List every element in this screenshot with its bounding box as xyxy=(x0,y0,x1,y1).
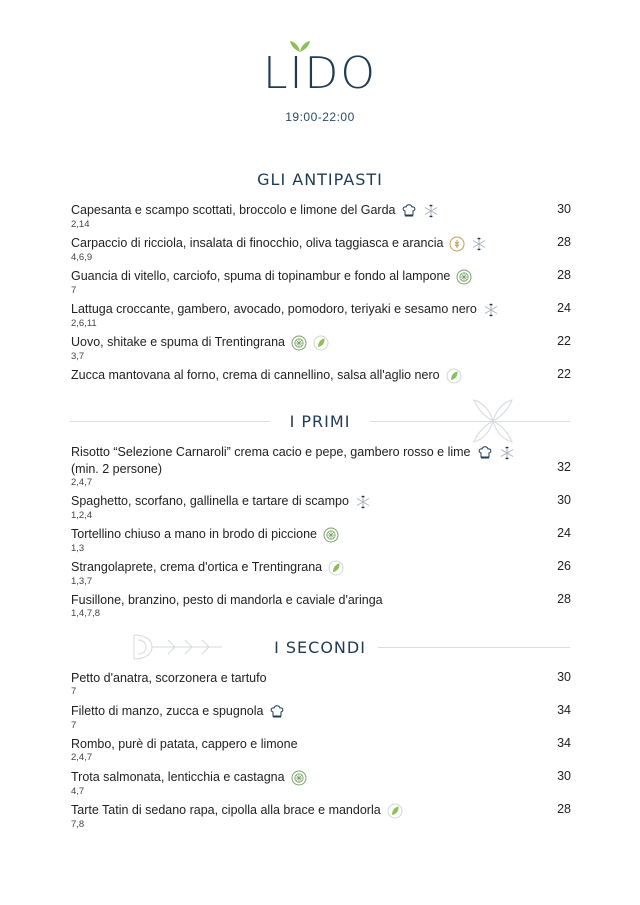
leaf-icon xyxy=(313,335,329,351)
local-circle-icon xyxy=(291,335,307,351)
dish-price: 28 xyxy=(557,235,571,249)
menu-item xyxy=(71,202,571,231)
opening-hours: 19:00-22:00 xyxy=(285,110,355,124)
lido-logo xyxy=(263,44,377,104)
menu-item xyxy=(71,769,571,798)
dish-price: 32 xyxy=(557,460,571,474)
dish-name: Uovo, shitake e spuma di Trentingrana xyxy=(71,334,571,351)
menu-item xyxy=(71,736,571,764)
dish-price: 30 xyxy=(557,493,571,507)
chef-hat-icon xyxy=(401,203,417,219)
logo-text: LIDO xyxy=(262,48,377,99)
dish-price: 28 xyxy=(557,592,571,606)
dish-name: Trota salmonata, lenticchia e castagna xyxy=(71,769,571,786)
snowflake-icon xyxy=(471,236,487,252)
dish-price: 26 xyxy=(557,559,571,573)
wheat-icon xyxy=(449,236,465,252)
snowflake-icon xyxy=(483,302,499,318)
menu-item xyxy=(71,334,571,363)
menu-item xyxy=(71,367,571,384)
dish-price: 34 xyxy=(557,703,571,717)
local-circle-icon xyxy=(323,527,339,543)
dish-name: Strangolaprete, crema d'ortica e Trentingrana xyxy=(71,559,571,576)
allergen-codes: 7 xyxy=(71,719,77,731)
dish-name: Carpaccio di ricciola, insalata di finocchio, oliva taggiasca e arancia xyxy=(71,235,571,252)
menu-item xyxy=(71,493,571,522)
allergen-codes: 7,8 xyxy=(71,818,85,830)
leaf-icon xyxy=(387,803,403,819)
dish-price: 28 xyxy=(557,268,571,282)
local-circle-icon xyxy=(291,770,307,786)
allergen-codes: 4,6,9 xyxy=(71,251,93,263)
menu-item xyxy=(71,559,571,588)
dish-price: 28 xyxy=(557,802,571,816)
allergen-codes: 2,6,11 xyxy=(71,317,97,329)
dish-name: Zucca mantovana al forno, crema di cannellino, salsa all'aglio nero xyxy=(71,367,571,384)
dish-price: 22 xyxy=(557,334,571,348)
allergen-codes: 1,3,7 xyxy=(71,575,93,587)
section-title-primi: I PRIMI xyxy=(0,412,640,431)
leaf-icon xyxy=(328,560,344,576)
menu-item xyxy=(71,268,571,297)
brand-header xyxy=(0,44,640,124)
dish-price: 22 xyxy=(557,367,571,381)
allergen-codes: 2,4,7 xyxy=(71,476,93,488)
snowflake-icon xyxy=(499,445,515,461)
menu-item xyxy=(71,670,571,698)
allergen-codes: 2,14 xyxy=(71,218,90,230)
dish-name: Tortellino chiuso a mano in brodo di piccione xyxy=(71,526,571,543)
dish-name: Guancia di vitello, carciofo, spuma di topinambur e fondo al lampone xyxy=(71,268,571,285)
menu-item xyxy=(71,703,571,732)
chef-hat-icon xyxy=(477,445,493,461)
leaf-logo-mark-icon xyxy=(289,40,311,52)
allergen-codes: 4,7 xyxy=(71,785,85,797)
allergen-codes: 3,7 xyxy=(71,350,85,362)
dish-price: 30 xyxy=(557,202,571,216)
allergen-codes: 1,3 xyxy=(71,542,85,554)
dish-name: Rombo, purè di patata, cappero e limone xyxy=(71,737,298,751)
menu-item xyxy=(71,235,571,264)
dish-price: 24 xyxy=(557,526,571,540)
dish-price: 30 xyxy=(557,670,571,684)
local-circle-icon xyxy=(456,269,472,285)
section-title-secondi: I SECONDI xyxy=(0,638,640,657)
allergen-codes: 7 xyxy=(71,284,77,296)
dish-name: Tarte Tatin di sedano rapa, cipolla alla brace e mandorla xyxy=(71,802,571,819)
menu-item xyxy=(71,802,571,831)
allergen-codes: 2,4,7 xyxy=(71,752,93,763)
menu-item xyxy=(71,592,571,620)
dish-price: 24 xyxy=(557,301,571,315)
dish-price: 30 xyxy=(557,769,571,783)
dish-name: Filetto di manzo, zucca e spugnola xyxy=(71,703,571,720)
dish-name: Capesanta e scampo scottati, broccolo e limone del Garda xyxy=(71,202,571,219)
dish-name: Risotto “Selezione Carnaroli” crema cacio e pepe, gambero rosso e lime xyxy=(71,444,571,461)
menu-item xyxy=(71,526,571,555)
dish-price: 34 xyxy=(557,736,571,750)
leaf-icon xyxy=(446,368,462,384)
dish-name: Spaghetto, scorfano, gallinella e tartare di scampo xyxy=(71,493,571,510)
dish-name: Fusillone, branzino, pesto di mandorla e caviale d'aringa xyxy=(71,593,383,607)
menu-item xyxy=(71,444,571,489)
dish-note: (min. 2 persone) xyxy=(71,461,163,476)
menu-item xyxy=(71,301,571,330)
dish-name: Petto d'anatra, scorzonera e tartufo xyxy=(71,671,267,685)
dish-name: Lattuga croccante, gambero, avocado, pomodoro, teriyaki e sesamo nero xyxy=(71,301,571,318)
allergen-codes: 7 xyxy=(71,686,77,697)
chef-hat-icon xyxy=(269,704,285,720)
section-title-antipasti: GLI ANTIPASTI xyxy=(0,170,640,189)
allergen-codes: 1,4,7,8 xyxy=(71,608,101,619)
allergen-codes: 1,2,4 xyxy=(71,509,93,521)
snowflake-icon xyxy=(355,494,371,510)
snowflake-icon xyxy=(423,203,439,219)
